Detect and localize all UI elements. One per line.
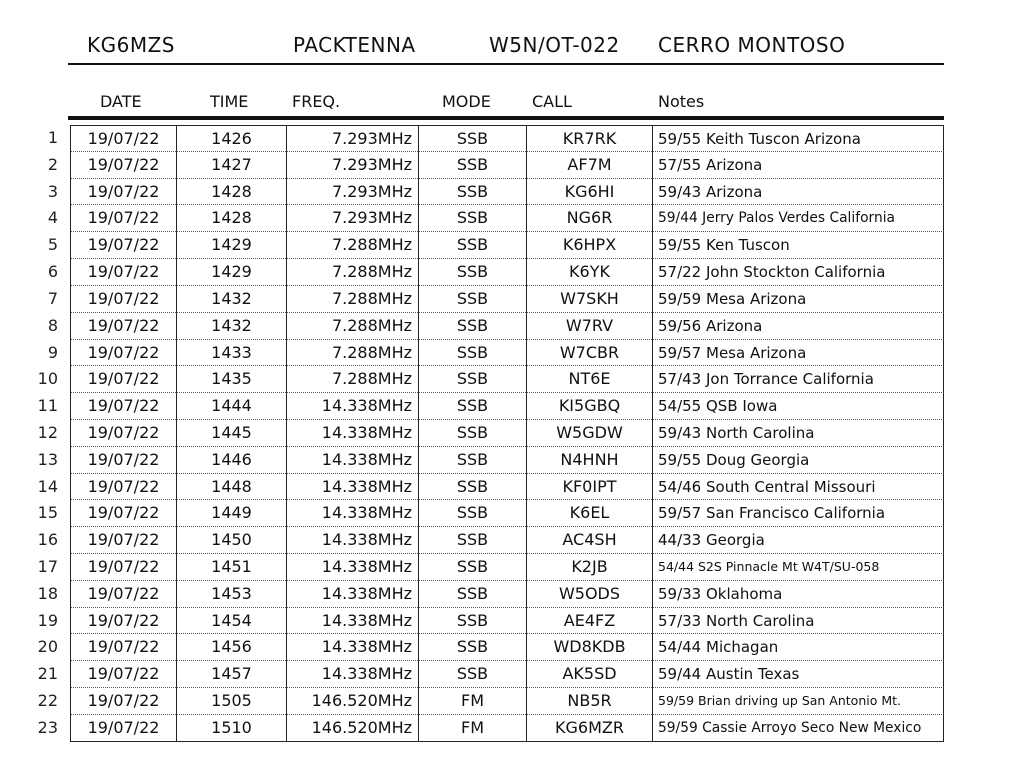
antenna-name: PACKTENNA <box>293 33 416 57</box>
qso-frequency: 14.338MHz <box>286 527 418 554</box>
qso-time: 1451 <box>176 554 286 581</box>
qso-time: 1435 <box>176 366 286 393</box>
qso-callsign: KG6HI <box>526 179 652 206</box>
qso-date: 19/07/22 <box>70 581 176 608</box>
qso-notes: 54/55 QSB Iowa <box>652 393 944 420</box>
row-number: 7 <box>47 288 58 308</box>
qso-frequency: 7.288MHz <box>286 259 418 286</box>
qso-callsign: W5ODS <box>526 581 652 608</box>
qso-callsign: KF0IPT <box>526 474 652 501</box>
qso-time: 1446 <box>176 447 286 474</box>
qso-date: 19/07/22 <box>70 232 176 259</box>
qso-mode: SSB <box>418 474 526 501</box>
qso-callsign: W7CBR <box>526 340 652 367</box>
qso-callsign: W5GDW <box>526 420 652 447</box>
qso-callsign: KI5GBQ <box>526 393 652 420</box>
qso-mode: SSB <box>418 420 526 447</box>
qso-callsign: AC4SH <box>526 527 652 554</box>
table-row <box>0 500 1024 527</box>
column-header-divider <box>68 116 944 120</box>
qso-notes: 57/43 Jon Torrance California <box>652 366 944 393</box>
qso-time: 1427 <box>176 152 286 179</box>
qso-callsign: AK5SD <box>526 661 652 688</box>
operator-callsign: KG6MZS <box>87 33 175 57</box>
qso-time: 1457 <box>176 661 286 688</box>
qso-frequency: 7.288MHz <box>286 366 418 393</box>
qso-callsign: K2JB <box>526 554 652 581</box>
table-row <box>0 688 1024 715</box>
summit-name: CERRO MONTOSO <box>658 33 846 57</box>
qso-time: 1432 <box>176 286 286 313</box>
qso-mode: SSB <box>418 152 526 179</box>
qso-notes: 59/33 Oklahoma <box>652 581 944 608</box>
qso-callsign: KG6MZR <box>526 715 652 742</box>
qso-date: 19/07/22 <box>70 259 176 286</box>
qso-notes: 59/57 Mesa Arizona <box>652 340 944 367</box>
qso-frequency: 14.338MHz <box>286 554 418 581</box>
table-row <box>0 259 1024 286</box>
qso-notes: 54/46 South Central Missouri <box>652 474 944 501</box>
qso-mode: SSB <box>418 125 526 152</box>
qso-time: 1456 <box>176 634 286 661</box>
qso-notes: 59/59 Cassie Arroyo Seco New Mexico <box>652 715 944 742</box>
qso-notes: 59/55 Keith Tuscon Arizona <box>652 125 944 152</box>
qso-date: 19/07/22 <box>70 688 176 715</box>
qso-notes: 57/33 North Carolina <box>652 608 944 635</box>
qso-mode: SSB <box>418 286 526 313</box>
table-row <box>0 715 1024 742</box>
qso-notes: 57/22 John Stockton California <box>652 259 944 286</box>
qso-callsign: WD8KDB <box>526 634 652 661</box>
qso-frequency: 14.338MHz <box>286 500 418 527</box>
qso-mode: FM <box>418 688 526 715</box>
qso-notes: 44/33 Georgia <box>652 527 944 554</box>
column-header-freq: FREQ. <box>292 92 341 111</box>
row-number: 22 <box>37 691 58 711</box>
qso-mode: FM <box>418 715 526 742</box>
qso-notes: 59/59 Brian driving up San Antonio Mt. <box>652 688 944 715</box>
row-number: 2 <box>47 154 58 174</box>
column-header-date: DATE <box>100 92 142 111</box>
qso-date: 19/07/22 <box>70 152 176 179</box>
qso-date: 19/07/22 <box>70 474 176 501</box>
qso-mode: SSB <box>418 554 526 581</box>
table-row <box>0 634 1024 661</box>
qso-frequency: 146.520MHz <box>286 688 418 715</box>
qso-mode: SSB <box>418 634 526 661</box>
qso-frequency: 14.338MHz <box>286 393 418 420</box>
qso-date: 19/07/22 <box>70 715 176 742</box>
qso-notes: 59/57 San Francisco California <box>652 500 944 527</box>
qso-mode: SSB <box>418 340 526 367</box>
qso-mode: SSB <box>418 581 526 608</box>
row-number: 3 <box>47 181 58 201</box>
qso-notes: 59/43 North Carolina <box>652 420 944 447</box>
qso-mode: SSB <box>418 179 526 206</box>
qso-date: 19/07/22 <box>70 393 176 420</box>
qso-frequency: 146.520MHz <box>286 715 418 742</box>
qso-date: 19/07/22 <box>70 366 176 393</box>
row-number: 16 <box>37 530 58 550</box>
qso-notes: 59/44 Jerry Palos Verdes California <box>652 205 944 232</box>
row-number: 17 <box>37 557 58 576</box>
row-number: 5 <box>47 235 58 255</box>
qso-frequency: 7.288MHz <box>286 286 418 313</box>
row-number: 20 <box>37 637 58 657</box>
qso-time: 1429 <box>176 232 286 259</box>
row-number: 11 <box>37 396 58 416</box>
qso-time: 1429 <box>176 259 286 286</box>
qso-time: 1426 <box>176 125 286 152</box>
table-row <box>0 232 1024 259</box>
qso-callsign: K6EL <box>526 500 652 527</box>
qso-date: 19/07/22 <box>70 340 176 367</box>
qso-frequency: 14.338MHz <box>286 474 418 501</box>
qso-callsign: NB5R <box>526 688 652 715</box>
row-number: 9 <box>47 342 58 362</box>
column-header-notes: Notes <box>658 92 705 111</box>
column-header-time: TIME <box>210 92 249 111</box>
column-header-call: CALL <box>532 92 572 111</box>
qso-time: 1432 <box>176 313 286 340</box>
qso-callsign: K6YK <box>526 259 652 286</box>
row-number: 23 <box>37 717 58 737</box>
qso-mode: SSB <box>418 313 526 340</box>
row-number: 21 <box>37 664 58 684</box>
row-number: 8 <box>47 315 58 335</box>
qso-frequency: 14.338MHz <box>286 634 418 661</box>
qso-mode: SSB <box>418 447 526 474</box>
qso-time: 1428 <box>176 179 286 206</box>
qso-frequency: 7.288MHz <box>286 313 418 340</box>
qso-frequency: 14.338MHz <box>286 661 418 688</box>
qso-date: 19/07/22 <box>70 554 176 581</box>
table-row <box>0 608 1024 635</box>
qso-notes: 59/43 Arizona <box>652 179 944 206</box>
table-row <box>0 661 1024 688</box>
qso-date: 19/07/22 <box>70 179 176 206</box>
qso-notes: 59/59 Mesa Arizona <box>652 286 944 313</box>
qso-notes: 59/56 Arizona <box>652 313 944 340</box>
qso-frequency: 14.338MHz <box>286 581 418 608</box>
row-number: 13 <box>37 449 58 469</box>
qso-mode: SSB <box>418 232 526 259</box>
qso-mode: SSB <box>418 259 526 286</box>
table-row <box>0 286 1024 313</box>
qso-frequency: 7.293MHz <box>286 152 418 179</box>
qso-mode: SSB <box>418 500 526 527</box>
qso-time: 1433 <box>176 340 286 367</box>
qso-time: 1510 <box>176 715 286 742</box>
qso-notes: 54/44 Michagan <box>652 634 944 661</box>
qso-time: 1448 <box>176 474 286 501</box>
row-number: 6 <box>47 262 58 282</box>
qso-frequency: 7.293MHz <box>286 205 418 232</box>
qso-frequency: 14.338MHz <box>286 608 418 635</box>
qso-notes: 57/55 Arizona <box>652 152 944 179</box>
row-number: 19 <box>37 610 58 630</box>
qso-time: 1450 <box>176 527 286 554</box>
qso-mode: SSB <box>418 393 526 420</box>
table-row <box>0 179 1024 206</box>
qso-time: 1444 <box>176 393 286 420</box>
qso-frequency: 7.288MHz <box>286 232 418 259</box>
qso-frequency: 7.293MHz <box>286 125 418 152</box>
table-row <box>0 420 1024 447</box>
qso-mode: SSB <box>418 366 526 393</box>
row-number: 18 <box>37 583 58 603</box>
qso-date: 19/07/22 <box>70 634 176 661</box>
qso-date: 19/07/22 <box>70 500 176 527</box>
qso-date: 19/07/22 <box>70 420 176 447</box>
qso-mode: SSB <box>418 205 526 232</box>
table-row <box>0 313 1024 340</box>
qso-callsign: N4HNH <box>526 447 652 474</box>
qso-date: 19/07/22 <box>70 608 176 635</box>
qso-callsign: W7SKH <box>526 286 652 313</box>
qso-callsign: AF7M <box>526 152 652 179</box>
table-row <box>0 205 1024 232</box>
qso-callsign: AE4FZ <box>526 608 652 635</box>
qso-time: 1449 <box>176 500 286 527</box>
qso-time: 1445 <box>176 420 286 447</box>
summit-reference: W5N/OT-022 <box>489 33 620 57</box>
qso-mode: SSB <box>418 661 526 688</box>
qso-time: 1428 <box>176 205 286 232</box>
table-row <box>0 366 1024 393</box>
row-number: 1 <box>47 128 58 147</box>
qso-frequency: 7.288MHz <box>286 340 418 367</box>
qso-callsign: KR7RK <box>526 125 652 152</box>
table-row <box>0 554 1024 581</box>
qso-callsign: W7RV <box>526 313 652 340</box>
row-number: 12 <box>37 422 58 442</box>
qso-date: 19/07/22 <box>70 205 176 232</box>
qso-frequency: 7.293MHz <box>286 179 418 206</box>
row-number: 10 <box>37 369 58 389</box>
qso-callsign: NT6E <box>526 366 652 393</box>
qso-mode: SSB <box>418 608 526 635</box>
qso-notes: 59/55 Doug Georgia <box>652 447 944 474</box>
qso-callsign: K6HPX <box>526 232 652 259</box>
table-row <box>0 393 1024 420</box>
qso-time: 1454 <box>176 608 286 635</box>
qso-time: 1453 <box>176 581 286 608</box>
qso-date: 19/07/22 <box>70 125 176 152</box>
qso-time: 1505 <box>176 688 286 715</box>
table-row <box>0 474 1024 501</box>
header-divider <box>68 63 944 65</box>
table-row <box>0 527 1024 554</box>
table-row <box>0 581 1024 608</box>
row-number: 4 <box>47 208 58 228</box>
table-row <box>0 447 1024 474</box>
table-row <box>0 340 1024 367</box>
row-number: 14 <box>37 476 58 496</box>
qso-notes: 59/55 Ken Tuscon <box>652 232 944 259</box>
qso-date: 19/07/22 <box>70 527 176 554</box>
qso-date: 19/07/22 <box>70 286 176 313</box>
row-number: 15 <box>37 503 58 523</box>
qso-notes: 59/44 Austin Texas <box>652 661 944 688</box>
qso-frequency: 14.338MHz <box>286 420 418 447</box>
qso-log-table <box>0 125 1024 742</box>
column-header-mode: MODE <box>442 92 491 111</box>
qso-mode: SSB <box>418 527 526 554</box>
table-row <box>0 125 1024 152</box>
qso-notes: 54/44 S2S Pinnacle Mt W4T/SU-058 <box>652 554 944 581</box>
table-row <box>0 152 1024 179</box>
qso-date: 19/07/22 <box>70 313 176 340</box>
qso-callsign: NG6R <box>526 205 652 232</box>
qso-frequency: 14.338MHz <box>286 447 418 474</box>
qso-date: 19/07/22 <box>70 661 176 688</box>
qso-date: 19/07/22 <box>70 447 176 474</box>
